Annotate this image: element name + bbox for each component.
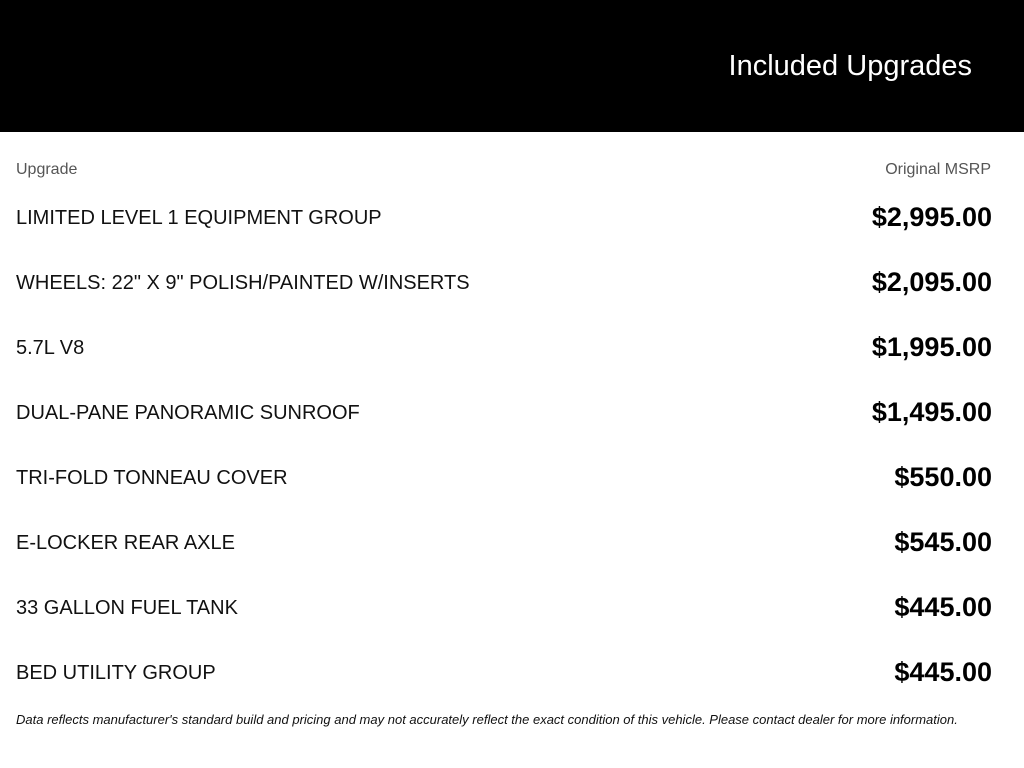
upgrade-name: LIMITED LEVEL 1 EQUIPMENT GROUP (16, 207, 382, 229)
upgrade-price: $1,495.00 (871, 397, 992, 427)
msrp-column-header: Original MSRP (885, 161, 991, 178)
disclaimer-text: Data reflects manufacturer's standard build and pricing and may not accurately reflect the exact condition of this vehicle. Please contact dealer for more information. (16, 712, 958, 727)
upgrade-name: BED UTILITY GROUP (16, 662, 216, 684)
upgrade-price: $2,995.00 (871, 202, 992, 232)
upgrade-name: E-LOCKER REAR AXLE (16, 532, 235, 554)
list-item (16, 509, 992, 574)
upgrade-name: 33 GALLON FUEL TANK (16, 597, 238, 619)
upgrade-price: $445.00 (894, 657, 992, 687)
list-item (16, 444, 992, 509)
column-headers (16, 160, 991, 180)
upgrade-price: $545.00 (894, 527, 992, 557)
upgrade-price: $550.00 (894, 462, 992, 492)
list-item (16, 184, 992, 249)
upgrade-list (16, 184, 992, 704)
upgrade-name: 5.7L V8 (16, 337, 85, 359)
upgrade-name: DUAL-PANE PANORAMIC SUNROOF (16, 402, 360, 424)
upgrade-name: TRI-FOLD TONNEAU COVER (16, 467, 288, 489)
list-item (16, 249, 992, 314)
upgrade-name: WHEELS: 22" X 9" POLISH/PAINTED W/INSERTS (16, 272, 470, 294)
upgrade-price: $445.00 (894, 592, 992, 622)
list-item (16, 639, 992, 704)
page-title: Included Upgrades (728, 50, 972, 82)
upgrade-price: $2,095.00 (871, 267, 992, 297)
list-item (16, 314, 992, 379)
list-item (16, 574, 992, 639)
upgrade-price: $1,995.00 (871, 332, 992, 362)
header-banner (0, 0, 1024, 132)
list-item (16, 379, 992, 444)
upgrade-column-header: Upgrade (16, 161, 78, 178)
